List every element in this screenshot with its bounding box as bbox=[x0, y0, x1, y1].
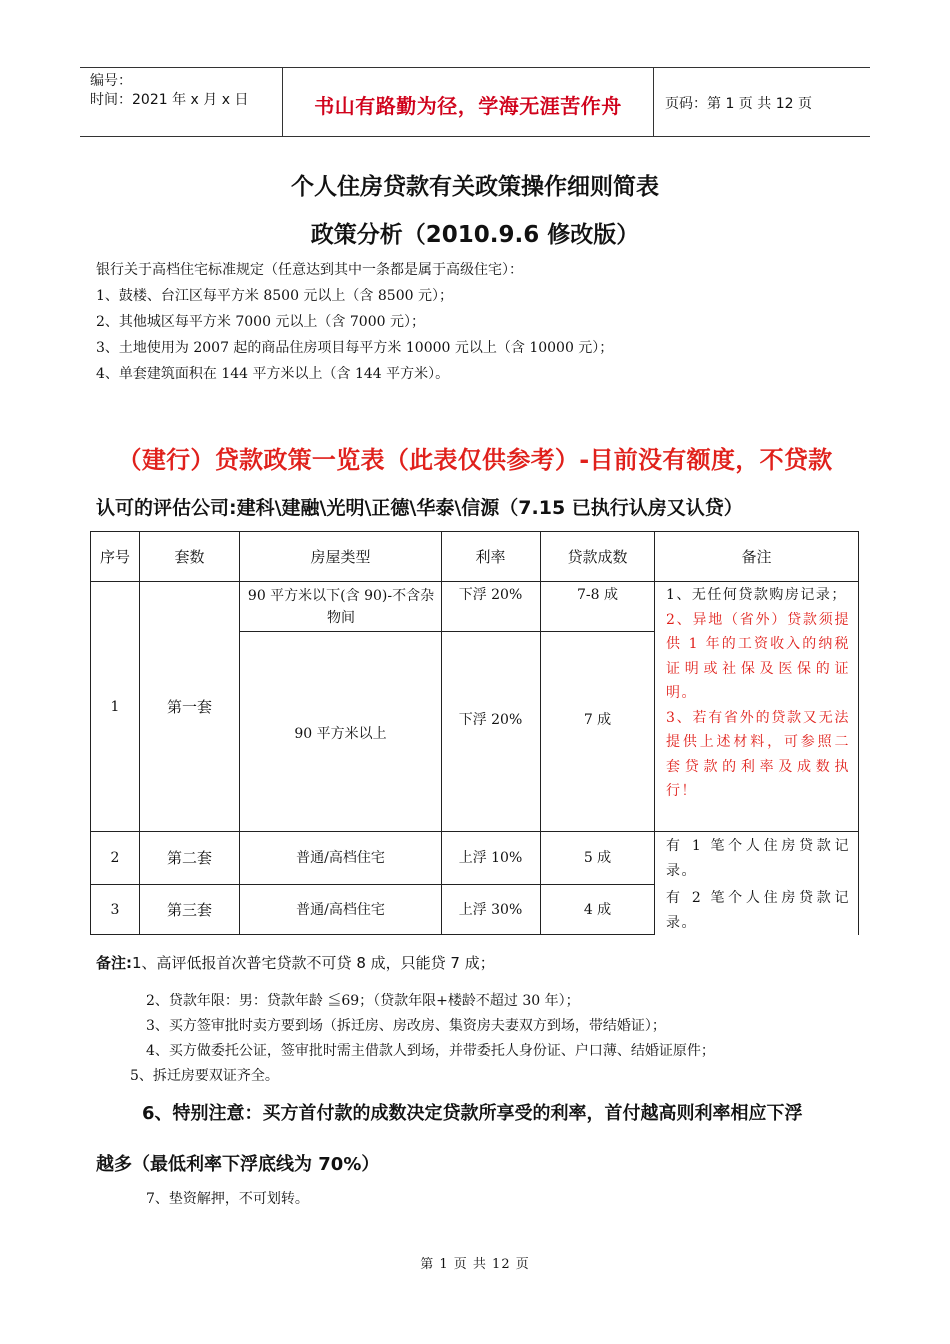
remark-item: 5、拆迁房要双证齐全。 bbox=[130, 1068, 279, 1084]
assessor-companies: 认可的评估公司:建科\建融\光明\正德\华泰\信源（7.15 已执行认房又认贷） bbox=[96, 497, 743, 519]
remark-item: 3、买方签审批时卖方要到场（拆迁房、房改房、集资房夫妻双方到场，带结婚证）； bbox=[146, 1018, 666, 1034]
row1-type-small: 90 平方米以下(含 90)-不含杂物间 bbox=[247, 587, 435, 626]
row2-type: 普通/高档住宅 bbox=[296, 850, 385, 866]
standard-item: 2、其他城区每平方米 7000 元以上（含 7000 元）； bbox=[96, 314, 425, 330]
row2-ratio: 5 成 bbox=[583, 850, 612, 866]
high-end-standard-list bbox=[96, 283, 613, 387]
header-ratio: 贷款成数 bbox=[567, 547, 628, 566]
standard-item: 4、单套建筑面积在 144 平方米以上（含 144 平方米）。 bbox=[96, 366, 450, 382]
page-footer: 第 1 页 共 12 页 bbox=[420, 1257, 530, 1272]
row1-rate-small: 下浮 20% bbox=[458, 587, 523, 603]
row3-set: 第三套 bbox=[166, 900, 212, 919]
row2-note: 有 1 笔个人住房贷款记录。 bbox=[666, 838, 850, 879]
header-divider bbox=[653, 68, 654, 136]
row2-set: 第二套 bbox=[166, 849, 212, 867]
policy-title: （建行）贷款政策一览表（此表仅供参考）-目前没有额度，不贷款 bbox=[117, 446, 833, 474]
row2-rate: 上浮 10% bbox=[458, 850, 523, 866]
row3-rate: 上浮 30% bbox=[458, 901, 523, 918]
remark-item: 1、高评低报首次普宅贷款不可贷 8 成，只能贷 7 成； bbox=[132, 954, 495, 972]
high-end-standard-heading: 银行关于高档住宅标准规定（任意达到其中一条都是属于高级住宅）： bbox=[96, 262, 523, 278]
time-label: 时间：2021 年 x 月 x 日 bbox=[90, 92, 249, 108]
remark-item: 7、垫资解押，不可划转。 bbox=[146, 1191, 309, 1207]
standard-item: 1、鼓楼、台江区每平方米 8500 元以上（含 8500 元）； bbox=[96, 288, 453, 304]
standard-item: 3、土地使用为 2007 起的商品住房项目每平方米 10000 元以上（含 10000 元）； bbox=[96, 340, 614, 356]
header-meta bbox=[90, 72, 248, 110]
row1-set: 第一套 bbox=[166, 697, 212, 716]
table-border bbox=[858, 531, 859, 935]
row1-note-1: 1、无任何贷款购房记录； bbox=[666, 587, 847, 603]
row2-no: 2 bbox=[110, 850, 120, 866]
row1-ratio-large: 7 成 bbox=[583, 711, 612, 728]
row1-note-2: 2、异地（省外）贷款须提供 1 年的工资收入的纳税证明或社保及医保的证明。 bbox=[666, 611, 850, 701]
header-note: 备注 bbox=[741, 547, 772, 566]
row1-note-3: 3、若有省外的贷款又无法提供上述材料，可参照二套贷款的利率及成数执行！ bbox=[666, 709, 850, 799]
row1-note bbox=[666, 583, 850, 804]
page-header bbox=[80, 67, 870, 137]
row1-type-large: 90 平方米以上 bbox=[294, 726, 387, 742]
special-note-cont: 越多（最低利率下浮底线为 70%） bbox=[96, 1154, 380, 1175]
remarks-line-1 bbox=[96, 952, 495, 973]
remark-item: 2、贷款年限：男：贷款年龄 ≦69；（贷款年限+楼龄不超过 30 年）； bbox=[146, 993, 580, 1009]
special-note: 6、特别注意：买方首付款的成数决定贷款所享受的利率，首付越高则利率相应下浮 bbox=[142, 1103, 803, 1124]
header-set: 套数 bbox=[174, 547, 205, 566]
document-subtitle: 政策分析（2010.9.6 修改版） bbox=[310, 222, 640, 248]
header-rate: 利率 bbox=[475, 547, 506, 566]
document-title: 个人住房贷款有关政策操作细则简表 bbox=[291, 174, 659, 200]
remarks-label: 备注: bbox=[96, 954, 132, 972]
row3-type: 普通/高档住宅 bbox=[296, 901, 385, 918]
header-page-info: 页码：第 1 页 共 12 页 bbox=[665, 96, 812, 112]
header-type: 房屋类型 bbox=[310, 547, 371, 566]
row3-note: 有 2 笔个人住房贷款记录。 bbox=[666, 890, 850, 931]
remark-item: 4、买方做委托公证，签审批时需主借款人到场，并带委托人身份证、户口薄、结婚证原件； bbox=[146, 1043, 715, 1059]
table-border bbox=[90, 934, 655, 935]
row3-no: 3 bbox=[110, 901, 120, 918]
row1-ratio-small: 7-8 成 bbox=[577, 587, 618, 603]
row1-no: 1 bbox=[110, 698, 120, 715]
row1-rate-large: 下浮 20% bbox=[458, 711, 523, 728]
table-border bbox=[654, 531, 655, 935]
row3-ratio: 4 成 bbox=[583, 901, 612, 918]
header-motto: 书山有路勤为径，学海无涯苦作舟 bbox=[314, 94, 622, 118]
number-label: 编号： bbox=[90, 73, 132, 89]
header-no: 序号 bbox=[99, 547, 130, 566]
